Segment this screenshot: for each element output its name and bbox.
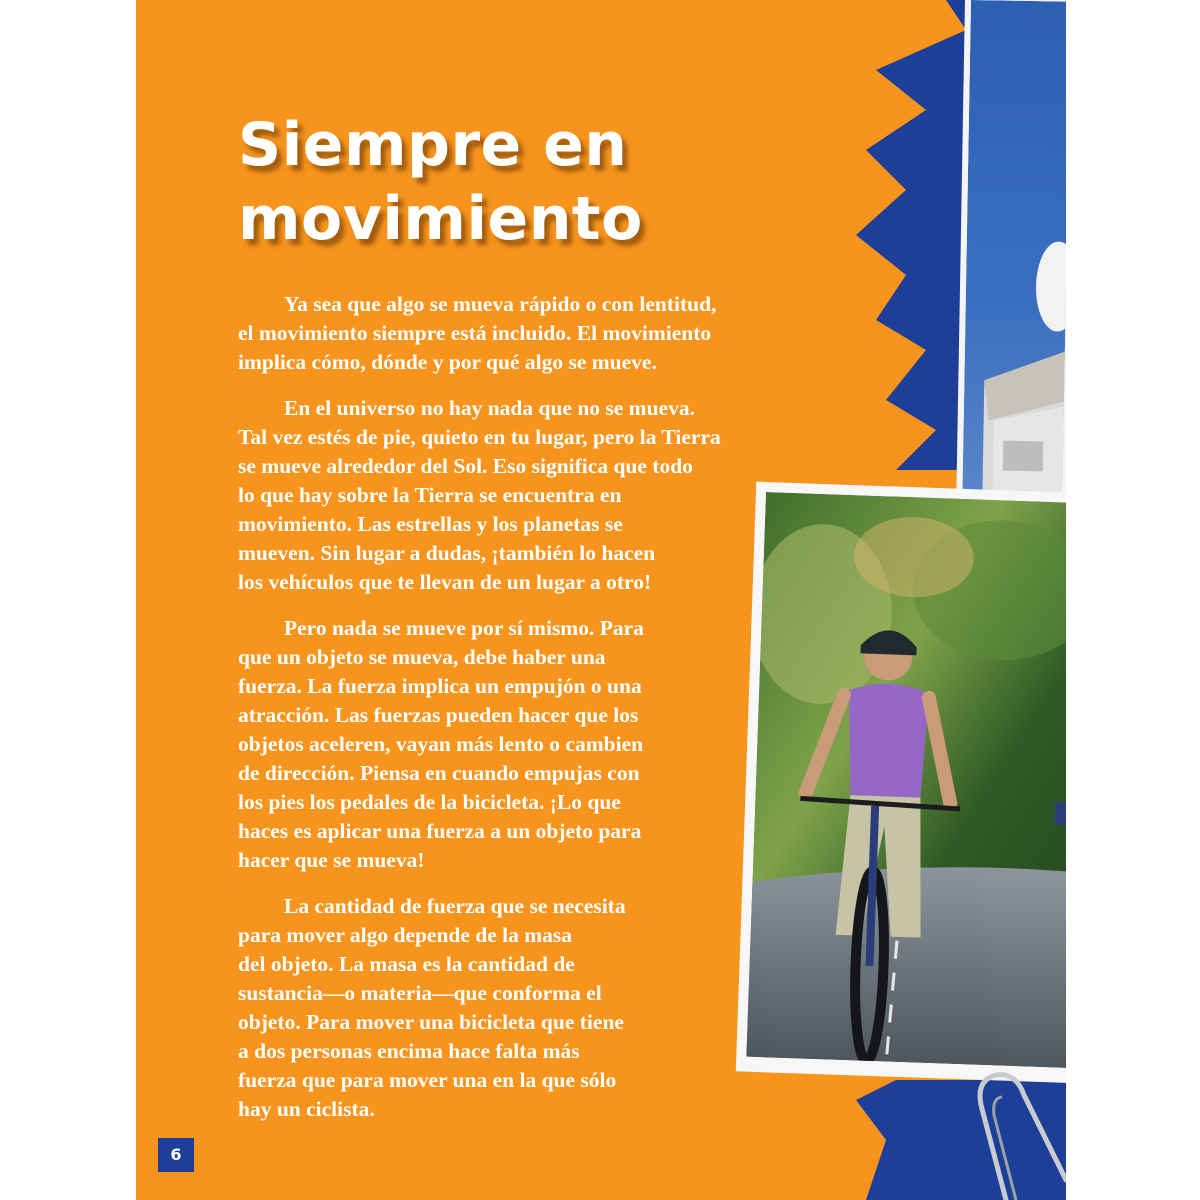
body-text bbox=[238, 290, 798, 1141]
title-line: Siempre en bbox=[238, 110, 628, 180]
text-line: lo que hay sobre la Tierra se encuentra en bbox=[238, 483, 622, 507]
text-line: hacer que se mueva! bbox=[238, 848, 425, 872]
text-line: La cantidad de fuerza que se necesita bbox=[284, 894, 626, 918]
text-line: a dos personas encima hace falta más bbox=[238, 1039, 580, 1063]
text-line: atracción. Las fuerzas pueden hacer que los bbox=[238, 703, 639, 727]
book-page bbox=[136, 0, 1066, 1200]
text-line: Pero nada se mueve por sí mismo. Para bbox=[284, 616, 644, 640]
text-line: sustancia—o materia—que conforma el bbox=[238, 981, 602, 1005]
text-line: fuerza. La fuerza implica un empujón o una bbox=[238, 674, 642, 698]
text-line: fuerza que para mover una en la que sólo bbox=[238, 1068, 617, 1092]
text-line: hay un ciclista. bbox=[238, 1097, 375, 1121]
text-line: En el universo no hay nada que no se mueva. bbox=[284, 396, 695, 420]
title-line: movimiento bbox=[238, 184, 643, 254]
text-line: los pies los pedales de la bicicleta. ¡Lo que bbox=[238, 790, 621, 814]
text-line: objetos aceleren, vayan más lento o cambien bbox=[238, 732, 644, 756]
text-line: de dirección. Piensa en cuando empujas con bbox=[238, 761, 640, 785]
text-line: el movimiento siempre está incluido. El movimiento bbox=[238, 321, 712, 345]
paragraph-2 bbox=[238, 394, 798, 597]
text-line: movimiento. Las estrellas y los planetas se bbox=[238, 512, 623, 536]
paragraph-3 bbox=[238, 614, 798, 875]
text-line: haces es aplicar una fuerza a un objeto para bbox=[238, 819, 642, 843]
paragraph-4 bbox=[238, 892, 798, 1124]
paragraph-1 bbox=[238, 290, 798, 377]
blue-zigzag-shape-bottom bbox=[856, 1080, 1066, 1200]
text-line: Ya sea que algo se mueva rápido o con lentitud, bbox=[284, 292, 717, 316]
text-line: mueven. Sin lugar a dudas, ¡también lo hacen bbox=[238, 541, 656, 565]
text-line: objeto. Para mover una bicicleta que tiene bbox=[238, 1010, 624, 1034]
text-line: Tal vez estés de pie, quieto en tu lugar, pero la Tierra bbox=[238, 425, 721, 449]
text-line: que un objeto se mueva, debe haber una bbox=[238, 645, 606, 669]
text-line: implica cómo, dónde y por qué algo se mueve. bbox=[238, 350, 657, 374]
text-line: para mover algo depende de la masa bbox=[238, 923, 573, 947]
shuttle-photo bbox=[956, 0, 1066, 516]
text-line: del objeto. La masa es la cantidad de bbox=[238, 952, 575, 976]
page-number: 6 bbox=[158, 1138, 194, 1172]
page-title bbox=[238, 108, 643, 256]
text-line: los vehículos que te llevan de un lugar a otro! bbox=[238, 570, 652, 594]
text-line: se mueve alrededor del Sol. Eso significa que todo bbox=[238, 454, 693, 478]
